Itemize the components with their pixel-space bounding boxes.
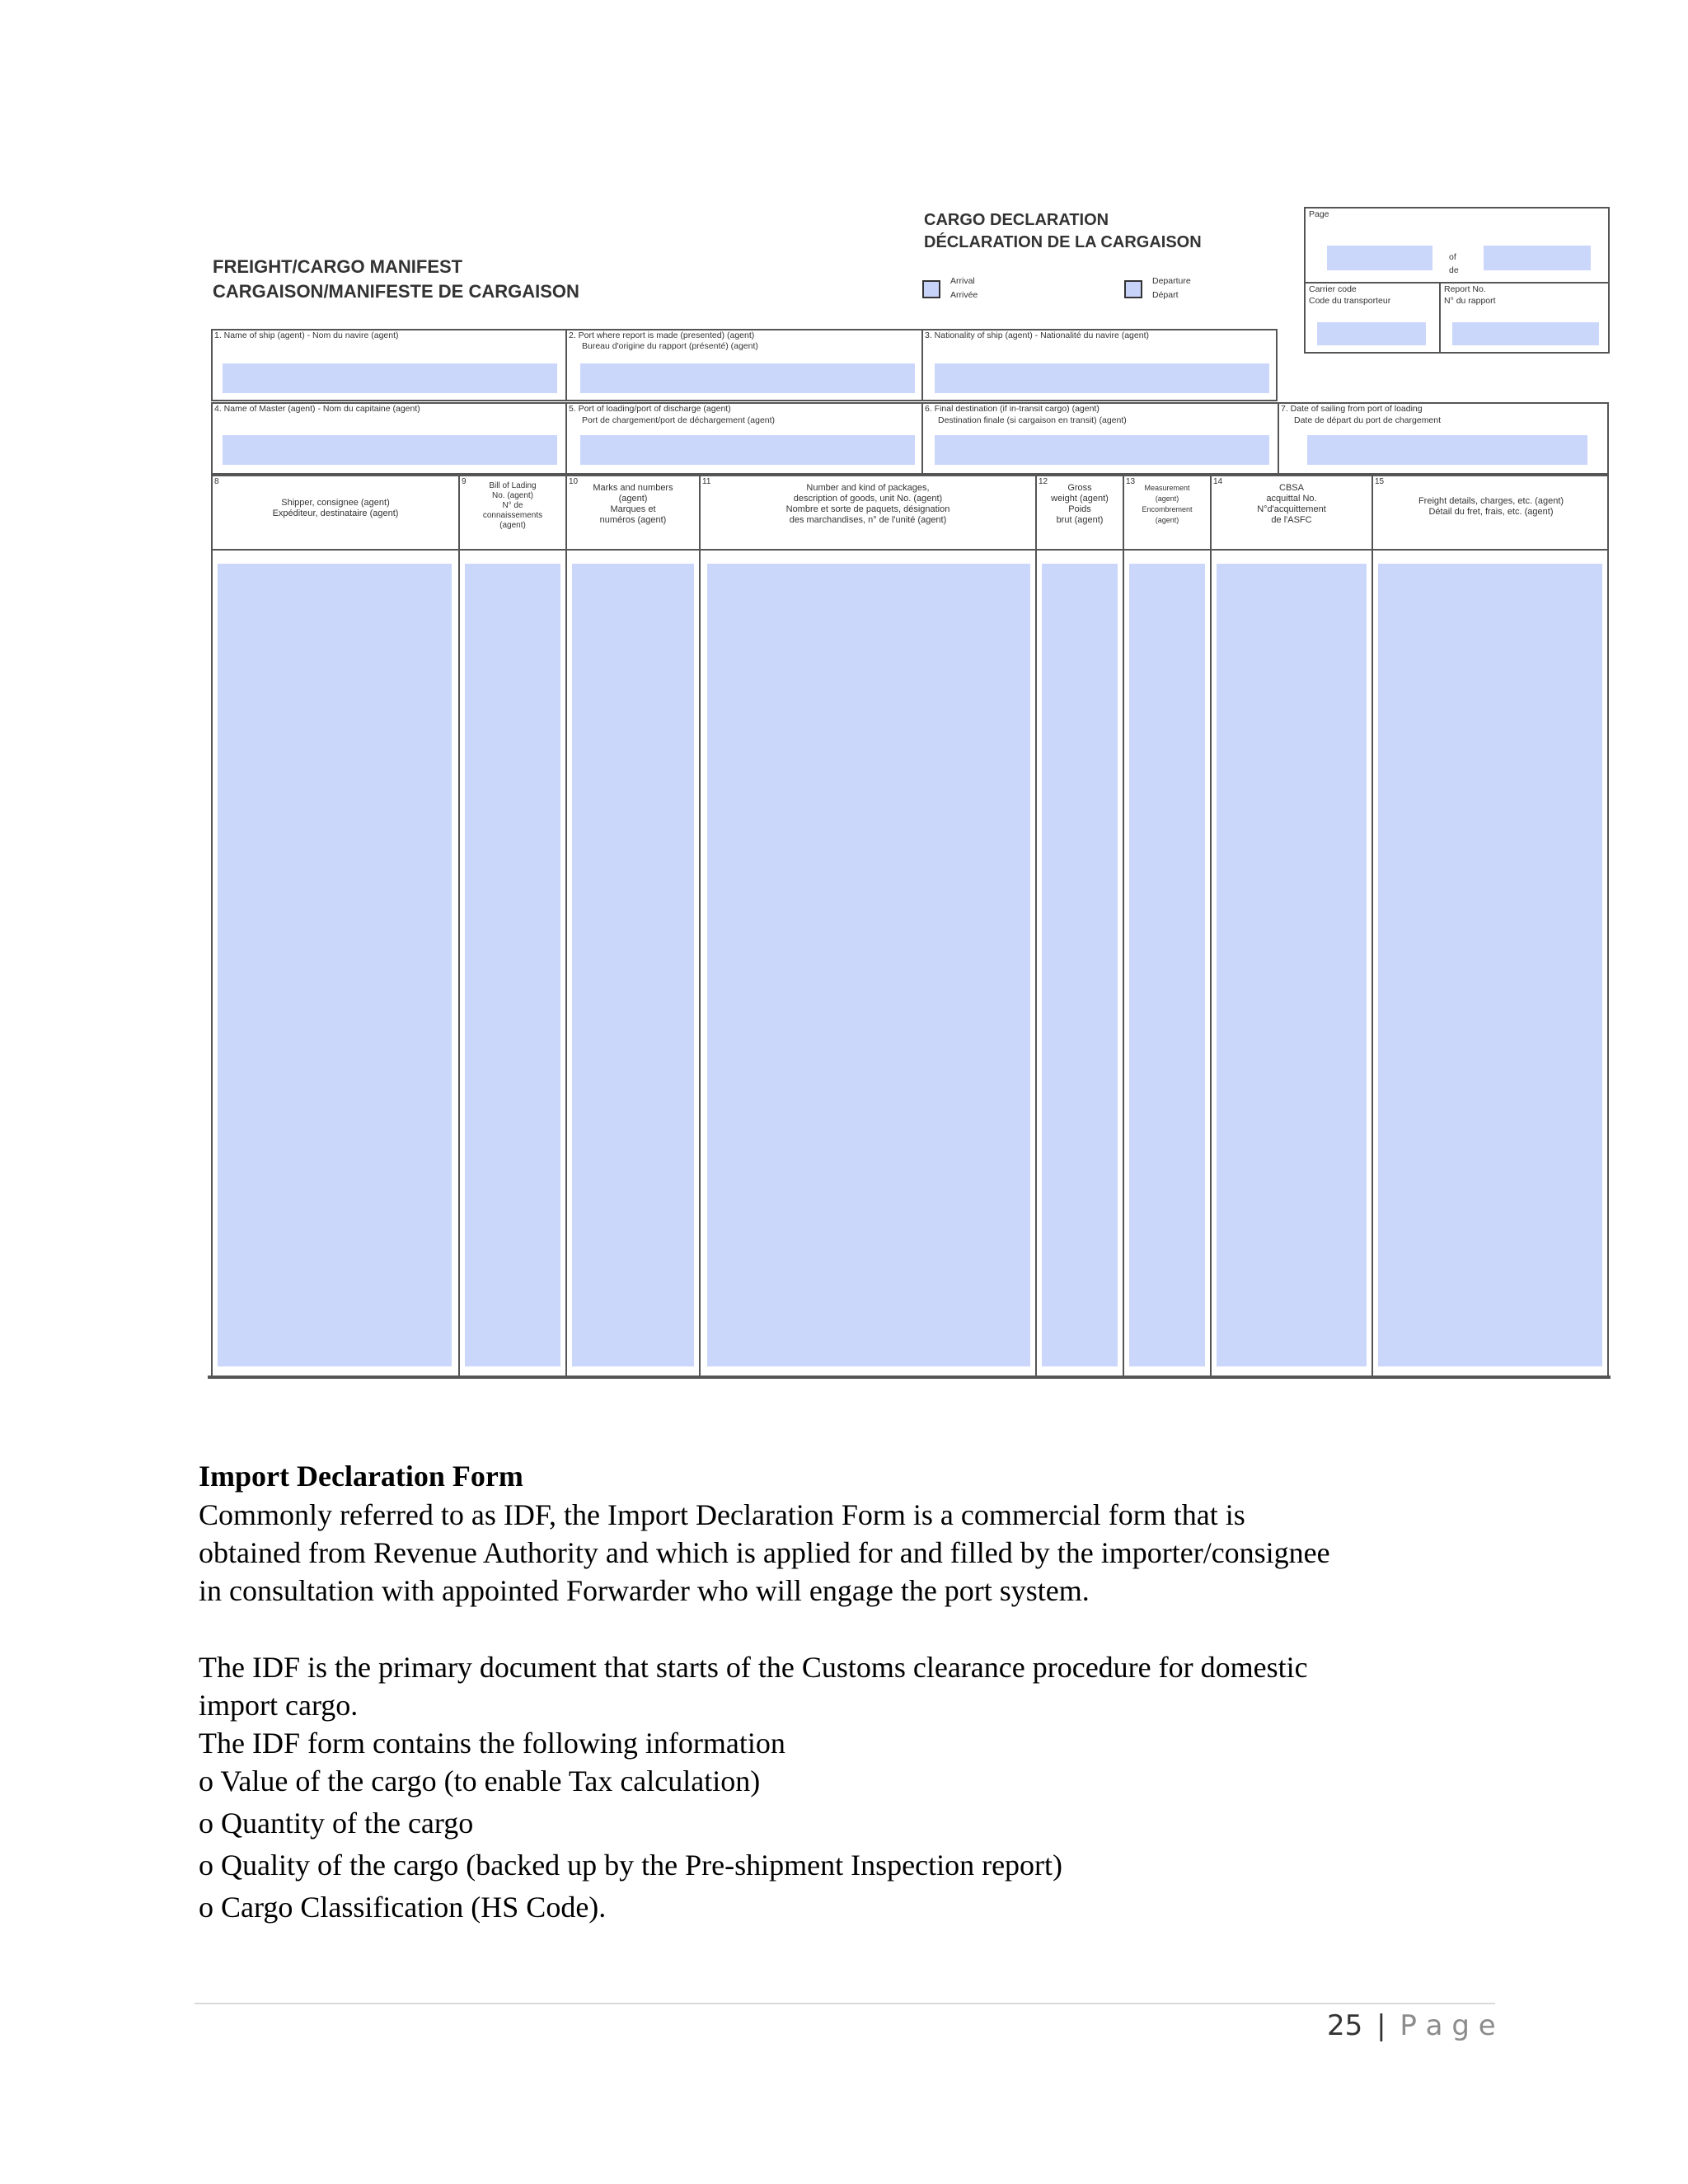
of-label: of: [1449, 252, 1456, 262]
declaration-title: CARGO DECLARATION: [924, 211, 1109, 229]
col-15-number: 15: [1375, 477, 1385, 486]
bill-of-lading-column-field[interactable]: [465, 564, 560, 1366]
carrier-code-label: Carrier code: [1309, 284, 1357, 294]
col-12-header: Gross weight (agent) Poids brut (agent): [1051, 483, 1109, 525]
col-14-number: 14: [1213, 477, 1223, 486]
report-no-label: Report No.: [1444, 284, 1486, 294]
carrier-code-label-fr: Code du transporteur: [1309, 296, 1391, 306]
col-13-number: 13: [1126, 477, 1136, 486]
section-heading: Import Declaration Form: [199, 1460, 523, 1493]
arrival-checkbox[interactable]: [922, 280, 940, 298]
paragraph-line: The IDF is the primary document that starts of the Customs clearance procedure for domestic: [199, 1651, 1308, 1684]
departure-label-fr: Départ: [1152, 290, 1179, 300]
field-6-label: 6. Final destination (if in-transit cargo) (agent): [925, 404, 1100, 414]
field-2-label-fr: Bureau d'origine du rapport (présenté) (agent): [582, 341, 758, 351]
packages-column-field[interactable]: [707, 564, 1030, 1366]
field-3-label: 3. Nationality of ship (agent) - Nationalité du navire (agent): [925, 330, 1149, 340]
paragraph-line: obtained from Revenue Authority and which is applied for and filled by the importer/consignee: [199, 1536, 1330, 1569]
manifest-title-fr: CARGAISON/MANIFESTE DE CARGAISON: [213, 281, 579, 302]
col-8-header: Shipper, consignee (agent) Expéditeur, destinataire (agent): [272, 498, 399, 518]
de-label: de: [1449, 265, 1459, 275]
field-6-label-fr: Destination finale (si cargaison en transit) (agent): [938, 415, 1127, 425]
shipper-column-field[interactable]: [218, 564, 452, 1366]
col-10-number: 10: [569, 477, 579, 486]
paragraph-line: Commonly referred to as IDF, the Import Declaration Form is a commercial form that is: [199, 1498, 1245, 1531]
col-15-header: Freight details, charges, etc. (agent) Détail du fret, frais, etc. (agent): [1418, 496, 1564, 517]
col-8-number: 8: [214, 477, 219, 486]
col-12-number: 12: [1039, 477, 1048, 486]
field-4-label: 4. Name of Master (agent) - Nom du capitaine (agent): [214, 404, 420, 414]
sailing-date-field[interactable]: [1307, 435, 1587, 465]
freight-column-field[interactable]: [1378, 564, 1602, 1366]
page-number: 25: [1327, 2009, 1363, 2042]
gross-weight-column-field[interactable]: [1042, 564, 1118, 1366]
carrier-code-field[interactable]: [1317, 322, 1426, 345]
col-11-number: 11: [702, 477, 711, 486]
paragraph-line: The IDF form contains the following information: [199, 1727, 785, 1760]
field-1-label: 1. Name of ship (agent) - Nom du navire (agent): [214, 330, 399, 340]
col-9-number: 9: [462, 477, 467, 486]
field-7-label: 7. Date of sailing from port of loading: [1281, 404, 1423, 414]
arrival-label: Arrival: [950, 276, 975, 286]
page-field[interactable]: [1327, 246, 1432, 270]
col-13-header: Measurement (agent) Encombrement (agent): [1142, 484, 1193, 524]
master-name-field[interactable]: [223, 435, 557, 465]
marks-column-field[interactable]: [572, 564, 694, 1366]
page-word: P a g e: [1400, 2009, 1496, 2042]
report-no-label-fr: N° du rapport: [1444, 296, 1496, 306]
ship-nationality-field[interactable]: [935, 363, 1269, 393]
page-total-field[interactable]: [1484, 246, 1591, 270]
arrival-label-fr: Arrivée: [950, 290, 978, 300]
field-5-label-fr: Port de chargement/port de déchargement (agent): [582, 415, 776, 425]
list-item: o Value of the cargo (to enable Tax calculation): [199, 1765, 761, 1797]
page-separator: |: [1376, 2009, 1386, 2042]
loading-port-field[interactable]: [580, 435, 915, 465]
field-2-label: 2. Port where report is made (presented) (agent): [569, 330, 755, 340]
page-footer: [1327, 2009, 1496, 2042]
col-11-header: Number and kind of packages, description of goods, unit No. (agent) Nombre et sorte de paquets, désignation des marchandises, n° de l'unité (agent): [785, 483, 950, 525]
departure-label: Departure: [1152, 276, 1191, 286]
report-port-field[interactable]: [580, 363, 915, 393]
page-label: Page: [1309, 209, 1329, 219]
list-item: o Quantity of the cargo: [199, 1807, 474, 1840]
list-item: o Cargo Classification (HS Code).: [199, 1891, 607, 1924]
final-destination-field[interactable]: [935, 435, 1269, 465]
cbsa-column-field[interactable]: [1217, 564, 1367, 1366]
report-no-field[interactable]: [1452, 322, 1599, 345]
paragraph-line: import cargo.: [199, 1689, 359, 1722]
departure-checkbox[interactable]: [1124, 280, 1142, 298]
footer-rule: [195, 2003, 1495, 2004]
paragraph-line: in consultation with appointed Forwarder who will engage the port system.: [199, 1574, 1090, 1607]
declaration-title-fr: DÉCLARATION DE LA CARGAISON: [924, 233, 1202, 251]
measurement-column-field[interactable]: [1129, 564, 1205, 1366]
field-5-label: 5. Port of loading/port of discharge (agent): [569, 404, 731, 414]
field-7-label-fr: Date de départ du port de chargement: [1294, 415, 1442, 425]
list-item: o Quality of the cargo (backed up by the Pre-shipment Inspection report): [199, 1849, 1063, 1882]
ship-name-field[interactable]: [223, 363, 557, 393]
col-10-header: Marks and numbers (agent) Marques et numéros (agent): [593, 483, 673, 525]
col-14-header: CBSA acquittal No. N°d'acquittement de l'ASFC: [1257, 483, 1326, 525]
manifest-title: FREIGHT/CARGO MANIFEST: [213, 256, 463, 277]
col-9-header: Bill of Lading No. (agent) N° de connaissements (agent): [482, 481, 543, 530]
